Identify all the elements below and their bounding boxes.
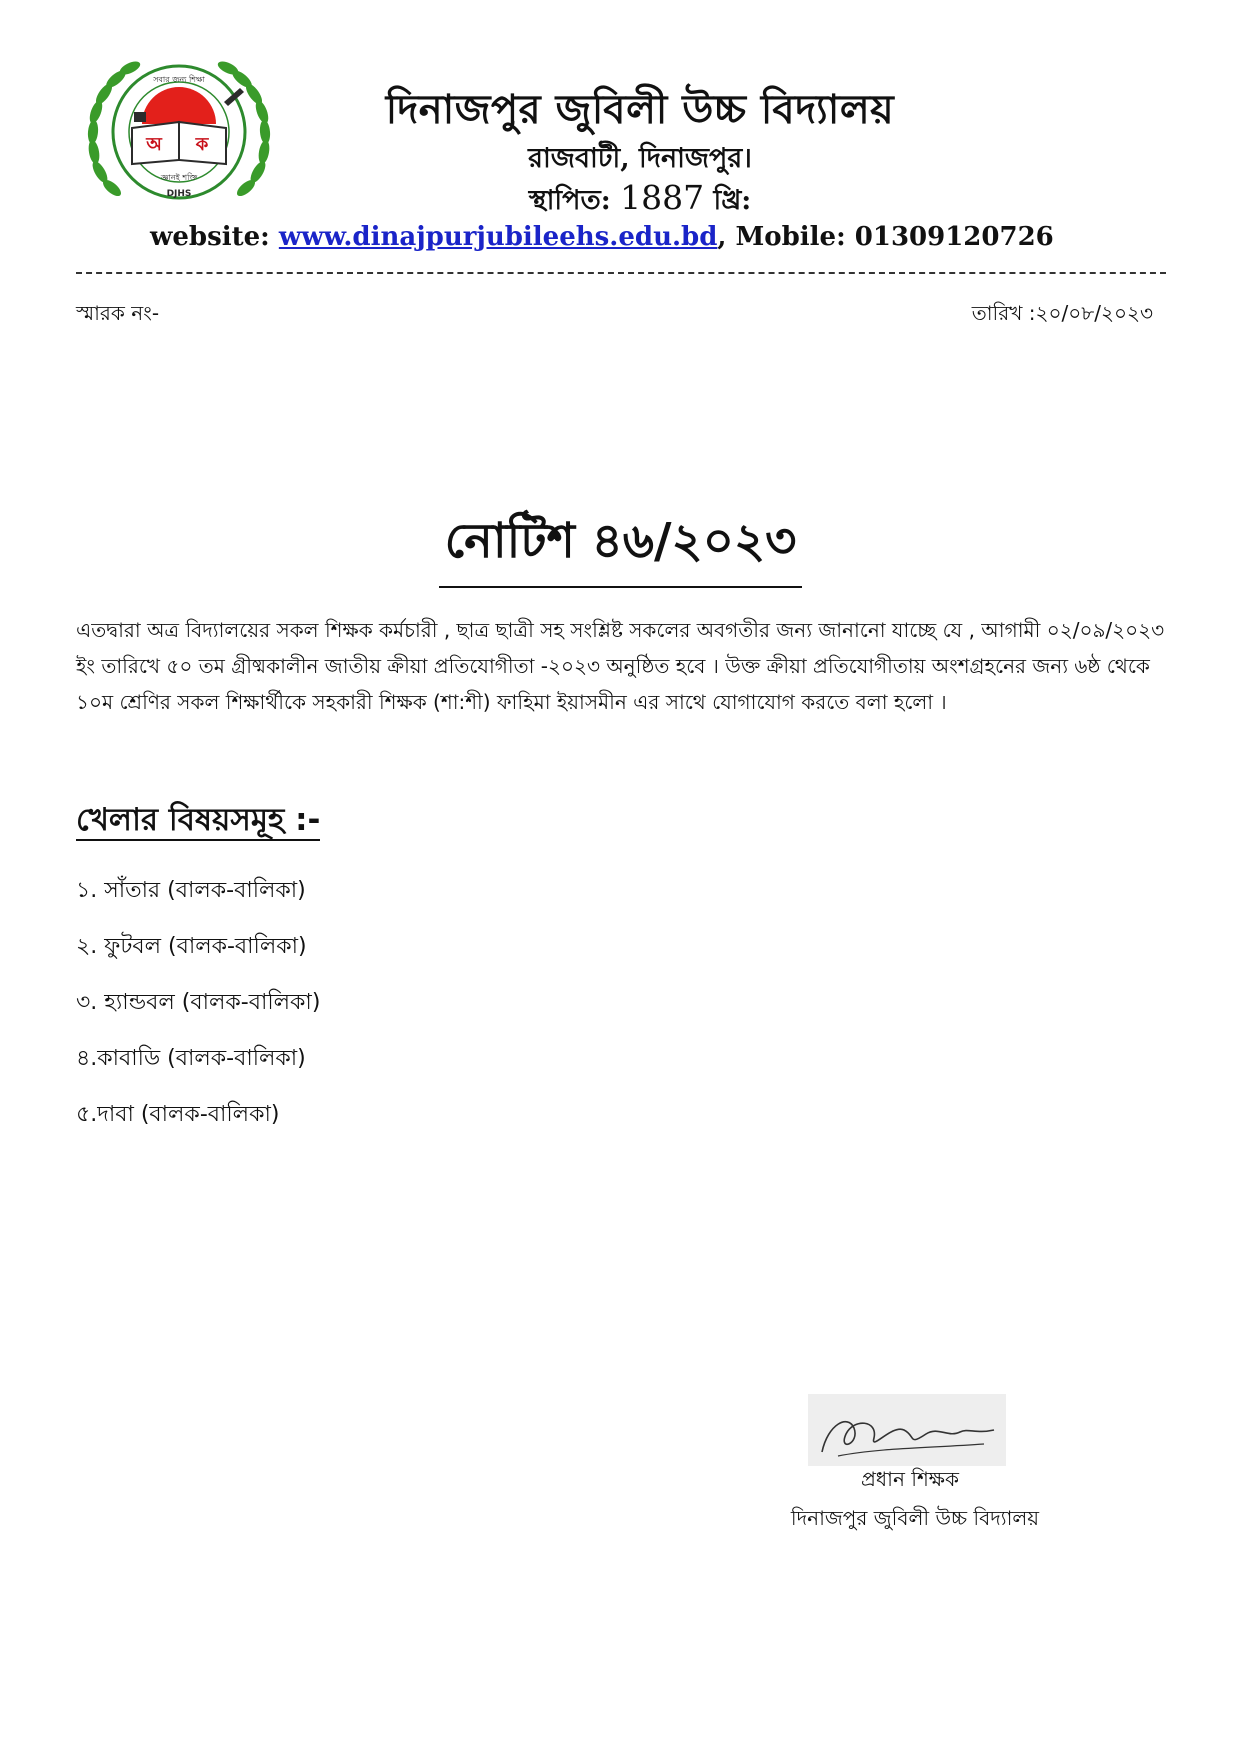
header-divider bbox=[76, 272, 1166, 274]
sports-list bbox=[76, 863, 320, 1143]
inkpot-icon bbox=[134, 112, 146, 122]
logo-letter-right: ক bbox=[195, 134, 209, 155]
logo-letter-left: অ bbox=[146, 134, 162, 155]
established-suffix: খ্রি: bbox=[713, 185, 752, 216]
logo-top-text: সবার জন্য শিক্ষা bbox=[153, 75, 205, 84]
notice-date: তারিখ :২০/০৮/২০২৩ bbox=[971, 301, 1153, 325]
notice-body: এতদ্বারা অত্র বিদ্যালয়ের সকল শিক্ষক কর্মচারী , ছাত্র ছাত্রী সহ সংশ্লিষ্ট সকলের অবগতীর জন্য জানানো যাচ্ছে যে , আগামী ০২/০৯/২০২৩ ইং তারিখে ৫০ তম গ্রীষ্মকালীন জাতীয় ক্রীয়া প্রতিযোগীতা -২০২৩ অনুষ্ঠিত হবে । উক্ত ক্রীয়া প্রতিযোগীতায় অংশগ্রহনের জন্য ৬ষ্ঠ থেকে ১০ম শ্রেণির সকল শিক্ষার্থীকে সহকারী শিক্ষক (শা:শী) ফাহিমা ইয়াসমীন এর সাথে যোগাযোগ করতে বলা হলো । bbox=[76, 618, 1165, 714]
logo-bottom-text: জ্ঞানই শক্তি bbox=[160, 173, 198, 182]
contact-line bbox=[150, 222, 1150, 252]
mobile-label: , Mobile: bbox=[717, 222, 846, 252]
established-year: 1887 bbox=[620, 178, 705, 217]
sports-heading bbox=[76, 796, 320, 848]
established-label: স্থাপিত: bbox=[528, 185, 611, 216]
list-item: ১. সাঁতার (বালক-বালিকা) bbox=[76, 878, 306, 903]
established-line bbox=[290, 178, 990, 225]
signature-image bbox=[808, 1394, 1006, 1466]
list-item: ৫.দাবা (বালক-বালিকা) bbox=[76, 1102, 280, 1127]
sports-heading-text: খেলার বিষয়সমূহ :- bbox=[76, 802, 320, 841]
signatory-designation: প্রধান শিক্ষক bbox=[861, 1467, 959, 1491]
school-name: দিনাজপুর জুবিলী উচ্চ বিদ্যালয় bbox=[385, 86, 895, 133]
memo-number: স্মারক নং- bbox=[76, 301, 160, 325]
school-logo bbox=[84, 52, 274, 212]
list-item: ৪.কাবাডি (বালক-বালিকা) bbox=[76, 1046, 306, 1071]
website-link[interactable]: www.dinajpurjubileehs.edu.bd bbox=[278, 222, 718, 252]
website-label: website: bbox=[150, 222, 270, 252]
signatory-school: দিনাজপুর জুবিলী উচ্চ বিদ্যালয় bbox=[790, 1506, 1040, 1530]
mobile-number: 01309120726 bbox=[854, 222, 1054, 252]
logo-monogram: DJHS bbox=[166, 189, 192, 199]
list-item: ৩. হ্যান্ডবল (বালক-বালিকা) bbox=[76, 990, 321, 1015]
notice-title bbox=[0, 505, 1241, 588]
notice-title-text: নোটিশ ৪৬/২০২৩ bbox=[439, 505, 803, 588]
list-item: ২. ফুটবল (বালক-বালিকা) bbox=[76, 934, 307, 959]
school-address: রাজবাটী, দিনাজপুর। bbox=[528, 143, 752, 174]
